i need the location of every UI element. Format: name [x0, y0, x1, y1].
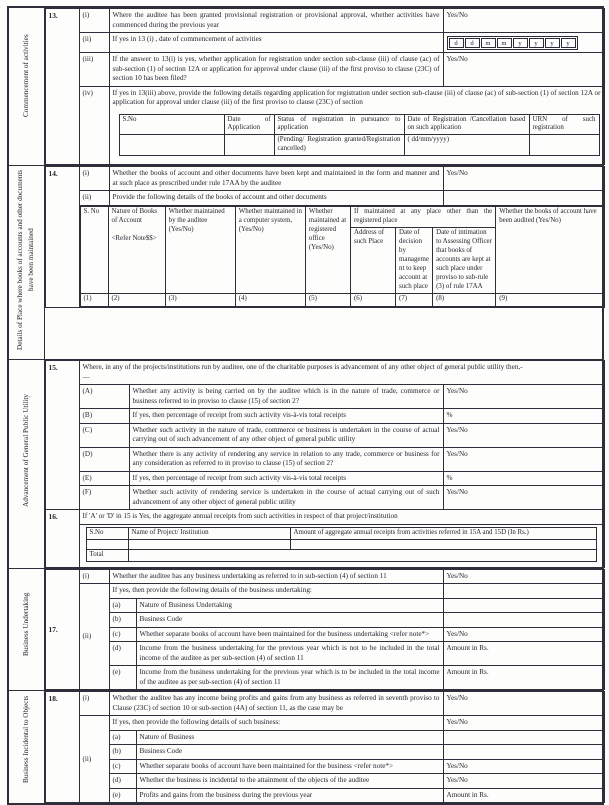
section-number: 16. — [45, 510, 79, 567]
empty-cell — [128, 539, 290, 549]
receipts-entry-row — [86, 539, 596, 549]
total-label: Total — [86, 549, 128, 561]
date-box-m1: m — [481, 38, 496, 48]
section-14-table — [45, 166, 605, 307]
row-18-e — [45, 788, 604, 803]
empty-cell — [86, 539, 128, 549]
section-number: 15. — [45, 361, 79, 510]
col-header-date-decision: Date of decision by management to keep account at such place — [396, 227, 433, 293]
row-18-b — [45, 745, 604, 760]
answer-cell — [443, 745, 604, 760]
row-id: (e) — [109, 666, 136, 690]
registration-entry-row — [119, 135, 599, 156]
books-of-account-table — [80, 206, 604, 307]
section-number: 14. — [45, 167, 79, 307]
row-18-i — [45, 692, 604, 716]
row-13-i — [45, 9, 604, 33]
sidebar-cell-business-undertaking — [8, 568, 44, 691]
row-id: (ii) — [79, 584, 109, 690]
answer-cell: Yes/No — [443, 759, 604, 774]
question-text: Business Code — [136, 613, 443, 628]
books-column-numbers-row — [80, 293, 603, 306]
vertical-label-business-undertaking: Business Undertaking — [21, 592, 30, 656]
books-table-container — [79, 205, 604, 307]
row-13-iii — [45, 53, 604, 87]
col-number: (6) — [350, 293, 395, 306]
section-number: 13. — [45, 9, 79, 165]
section-14-content — [44, 166, 603, 360]
answer-cell: Yes/No — [443, 167, 604, 191]
row-id: (b) — [109, 745, 136, 760]
section-15-16-content — [44, 360, 603, 568]
row-14-ii — [45, 191, 604, 206]
row-15-A — [45, 385, 604, 409]
question-text: Whether separate books of account have been maintained for the business <refer note*> — [136, 759, 443, 774]
registration-details-table — [119, 114, 600, 157]
registration-header-row — [119, 114, 599, 135]
question-text: Provide the following details of the books of account and other documents — [109, 191, 443, 206]
col-header-date-application: Date of Application — [224, 114, 274, 135]
answer-cell: Yes/No — [443, 423, 604, 447]
col-header-books-audited: Whether the books of account have been audited (Yes/No) — [496, 206, 603, 293]
col-header-sno: S. No — [80, 206, 108, 293]
row-id: (ii) — [79, 716, 109, 803]
question-text: Whether separate books of account have been maintained for the business undertaking <refer note*> — [136, 627, 443, 642]
col-number: (7) — [396, 293, 433, 306]
question-text: Whether there is any activity of rendering any service in relation to any trade, commerce or business for any consideration as referred to in proviso to clause (15) of section 2? — [129, 447, 443, 471]
row-15-heading-cell — [79, 361, 604, 385]
answer-cell: Yes/No — [443, 569, 604, 584]
question-text: If yes in 13 (i) , date of commencement of activities — [109, 33, 443, 53]
answer-cell — [443, 730, 604, 745]
col-header-registered-office: Whether maintained at registered office (Yes/No) — [305, 206, 350, 293]
row-id: (a) — [109, 730, 136, 745]
row-id: (i) — [79, 9, 109, 33]
answer-cell: % — [443, 471, 604, 486]
heading-text: Where, in any of the projects/institutions run by auditee, one of the charitable purposes is advancement of any other object of general public utility then,- — [82, 363, 523, 372]
question-text: If yes in 13(iii) above, provide the following details regarding application for registration under section sub-clause (iii) of clause (ac) of sub-section (1) of section 12A or application for approval under clause (iii) of the first proviso to clause (23C) of section — [112, 88, 601, 106]
answer-cell: Yes/No — [443, 627, 604, 642]
question-text: Business Code — [136, 745, 443, 760]
sidebar-cell-advancement — [8, 360, 44, 568]
col-header-date-registration: Date of Registration /Cancellation based on such application — [404, 114, 529, 135]
row-id: (b) — [109, 613, 136, 628]
row-18-a — [45, 730, 604, 745]
row-14-books-table — [45, 205, 604, 307]
section-18-content — [44, 691, 603, 805]
section-13 — [8, 7, 603, 166]
answer-cell — [443, 191, 604, 206]
question-text: If the answer to 13(i) is yes, whether application for registration under section sub-clause (iii) of clause (ac) of sub-section (1) of section 12A or application for approval under clause (iii) of the first proviso to clause (23C) of section 10 has been filed? — [109, 53, 443, 87]
vertical-label-business-incidental: Business Incidental to Objects — [21, 695, 30, 783]
row-14-i — [45, 167, 604, 191]
col-header-address: Address of such Place — [350, 227, 395, 293]
row-id: (iii) — [79, 53, 109, 87]
answer-cell — [443, 33, 604, 53]
date-format-note: ( dd/mm/yyyy) — [404, 135, 529, 156]
answer-cell: Yes/No — [443, 716, 604, 731]
answer-cell: Yes/No — [443, 385, 604, 409]
answer-cell: % — [443, 409, 604, 424]
col-number: (4) — [235, 293, 305, 306]
row-id: (c) — [109, 759, 136, 774]
row-15-F — [45, 486, 604, 510]
date-box-d2: d — [465, 38, 480, 48]
question-text: Nature of Business — [136, 730, 443, 745]
question-text: Income from the business undertaking for the previous year which is to be included in the total income of the auditee as per sub-section (4) of section 11 — [136, 666, 443, 690]
answer-cell: Amount in Rs. — [443, 666, 604, 690]
refer-note-text: <Refer Note$$> — [111, 234, 157, 242]
row-17-ii — [45, 584, 604, 599]
question-text: If yes, then percentage of receipt from such activity vis-à-vis total receipts — [129, 409, 443, 424]
date-box-y1: y — [513, 38, 528, 48]
answer-cell: Yes/No — [443, 53, 604, 87]
row-id: (B) — [79, 409, 129, 424]
section-17-content — [44, 568, 603, 691]
section-number: 18. — [45, 692, 79, 803]
row-15-E — [45, 471, 604, 486]
row-id: (E) — [79, 471, 129, 486]
aggregate-receipts-table — [86, 527, 597, 562]
section-18 — [8, 691, 603, 805]
col-number: (5) — [305, 293, 350, 306]
row-13-iv-body — [109, 86, 604, 165]
answer-cell: Amount in Rs. — [443, 788, 604, 803]
question-text: Nature of Business Undertaking — [136, 598, 443, 613]
row-id: (a) — [109, 598, 136, 613]
form-table — [7, 6, 604, 805]
row-id: (ii) — [79, 191, 109, 206]
row-id: (iv) — [79, 86, 109, 165]
question-text: Whether any activity is being carried on by the auditee which is in the nature of trade, commerce or business referred to in proviso to clause (15) of section 2? — [129, 385, 443, 409]
audit-form-page — [7, 6, 602, 805]
section-13-table — [45, 8, 605, 165]
col-number: (3) — [165, 293, 235, 306]
answer-cell — [443, 598, 604, 613]
col-header-sno: S.No — [86, 527, 128, 539]
row-17-d — [45, 642, 604, 666]
answer-cell: Yes/No — [443, 9, 604, 33]
row-id: (i) — [79, 167, 109, 191]
section-17-table — [45, 569, 605, 691]
row-17-c — [45, 627, 604, 642]
vertical-label-advancement: Advancement of General Public Utility — [21, 394, 30, 508]
col-header-date-intimation: Date of intimation to Assessing Officer that books of accounts are kept at such place under proviso to sub-rule (3) of rule 17AA — [433, 227, 496, 293]
answer-cell: Yes/No — [443, 692, 604, 716]
row-id: (d) — [109, 642, 136, 666]
date-box-d1: d — [449, 38, 464, 48]
answer-cell — [443, 584, 604, 599]
sidebar-cell-business-incidental — [8, 691, 44, 805]
row-id: (F) — [79, 486, 129, 510]
col-header-status: Status of registration in pursuance to application — [274, 114, 404, 135]
section-17 — [8, 568, 603, 691]
row-id: (e) — [109, 788, 136, 803]
col-number: (1) — [80, 293, 108, 306]
answer-cell: Yes/No — [443, 486, 604, 510]
row-id: (C) — [79, 423, 129, 447]
books-header-row-1 — [80, 206, 603, 227]
receipts-header-row — [86, 527, 596, 539]
total-value-cell — [128, 549, 596, 561]
sidebar-cell-commencement — [8, 7, 44, 166]
row-15-C — [45, 423, 604, 447]
empty-cell — [529, 135, 599, 156]
date-entry-boxes — [447, 36, 578, 50]
col-number: (9) — [496, 293, 603, 306]
receipts-total-row — [86, 549, 596, 561]
answer-cell: Yes/No — [443, 447, 604, 471]
row-17-b — [45, 613, 604, 628]
receipts-table-container — [79, 524, 604, 567]
row-17-a — [45, 598, 604, 613]
question-text: Whether such activity in the nature of trade, commerce or business is undertaken in the course of actual carrying out of such advancement of any other object of general public utility — [129, 423, 443, 447]
section-13-content — [44, 7, 603, 166]
question-text: Profits and gains from the business during the previous year — [136, 788, 443, 803]
row-id: (A) — [79, 385, 129, 409]
col-number: (8) — [433, 293, 496, 306]
vertical-label-details-place: Details of Place where books of accounts and other documents have been maintained — [16, 170, 36, 351]
row-15-B — [45, 409, 604, 424]
question-text: Whether the business is incidental to the attainment of the objects of the auditee — [136, 774, 443, 789]
row-id: (i) — [79, 569, 109, 584]
heading-dash: — — [82, 372, 90, 381]
question-text: If 'A' or 'D' in 15 is Yes, the aggregate annual receipts from such activities in respect of that project/institution — [79, 510, 604, 525]
col-header-amount: Amount of aggregate annual receipts from activities referred in 15A and 15D (In Rs.) — [290, 527, 596, 539]
nature-of-books-text: Nature of Books of Account — [111, 207, 158, 224]
row-18-d — [45, 774, 604, 789]
question-text: Whether such activity of rendering service is undertaken in the course of actual carrying out of such advancement of any other object of general public utility — [129, 486, 443, 510]
question-text: Whether the auditee has any business undertaking as referred to in sub-section (4) of section 11 — [109, 569, 443, 584]
col-header-other-place-group: If maintained at any place other than the registered place — [350, 206, 495, 227]
date-box-m2: m — [497, 38, 512, 48]
section-number: 17. — [45, 569, 79, 690]
row-id: (D) — [79, 447, 129, 471]
col-header-maintained-by-auditee: Whether maintained by the auditee (Yes/No) — [165, 206, 235, 293]
row-15-heading — [45, 361, 604, 385]
date-box-y4: y — [561, 38, 576, 48]
row-16-heading — [45, 510, 604, 525]
row-id: (ii) — [79, 33, 109, 53]
col-header-urn: URN of such registration — [529, 114, 599, 135]
question-text: If yes, then provide the following details of such business: — [109, 716, 443, 731]
question-text: Whether the auditee has any income being profits and gains from any business as referred in seventh proviso to Clause (23C) of section 10 or sub-section (4A) of section 11, as the case may be — [109, 692, 443, 716]
date-box-y2: y — [529, 38, 544, 48]
col-header-sno: S.No — [119, 114, 224, 135]
row-13-iv — [45, 86, 604, 165]
question-text: Whether the books of account and other documents have been kept and maintained in the form and manner and at such place as prescribed under rule 17AA by the auditee — [109, 167, 443, 191]
question-text: Income from the business undertaking for the previous year which is not to be included in the total income of the auditee as per sub-section (4) of section 11 — [136, 642, 443, 666]
answer-cell — [443, 613, 604, 628]
section-15-16-table — [45, 360, 605, 567]
date-box-y3: y — [545, 38, 560, 48]
question-text: Where the auditee has been granted provisional registration or provisional approval, whether activities have commenced during the previous year — [109, 9, 443, 33]
empty-cell — [224, 135, 274, 156]
row-18-c — [45, 759, 604, 774]
question-text: If yes, then provide the following details of the business undertaking: — [109, 584, 443, 599]
row-15-D — [45, 447, 604, 471]
row-18-ii — [45, 716, 604, 731]
row-id: (d) — [109, 774, 136, 789]
status-note: (Pending/ Registration granted/Registration cancelled) — [274, 135, 404, 156]
answer-cell: Yes/No — [443, 774, 604, 789]
col-header-nature-of-books — [108, 206, 165, 293]
section-18-table — [45, 691, 605, 803]
question-text: If yes, then percentage of receipt from such activity vis-à-vis total receipts — [129, 471, 443, 486]
row-13-ii — [45, 33, 604, 53]
row-id: (i) — [79, 692, 109, 716]
row-17-i — [45, 569, 604, 584]
col-header-project-name: Name of Project/ Institution — [128, 527, 290, 539]
row-17-e — [45, 666, 604, 690]
empty-cell — [119, 135, 224, 156]
empty-cell — [290, 539, 596, 549]
sidebar-cell-details-place — [8, 166, 44, 360]
section-14 — [8, 166, 603, 360]
row-16-table — [45, 524, 604, 567]
col-header-computer-system: Whether maintained in a computer system, (Yes/No) — [235, 206, 305, 293]
vertical-label-commencement: Commencement of activities — [21, 34, 30, 118]
section-15-16 — [8, 360, 603, 568]
row-id: (c) — [109, 627, 136, 642]
answer-cell: Amount in Rs. — [443, 642, 604, 666]
col-number: (2) — [108, 293, 165, 306]
